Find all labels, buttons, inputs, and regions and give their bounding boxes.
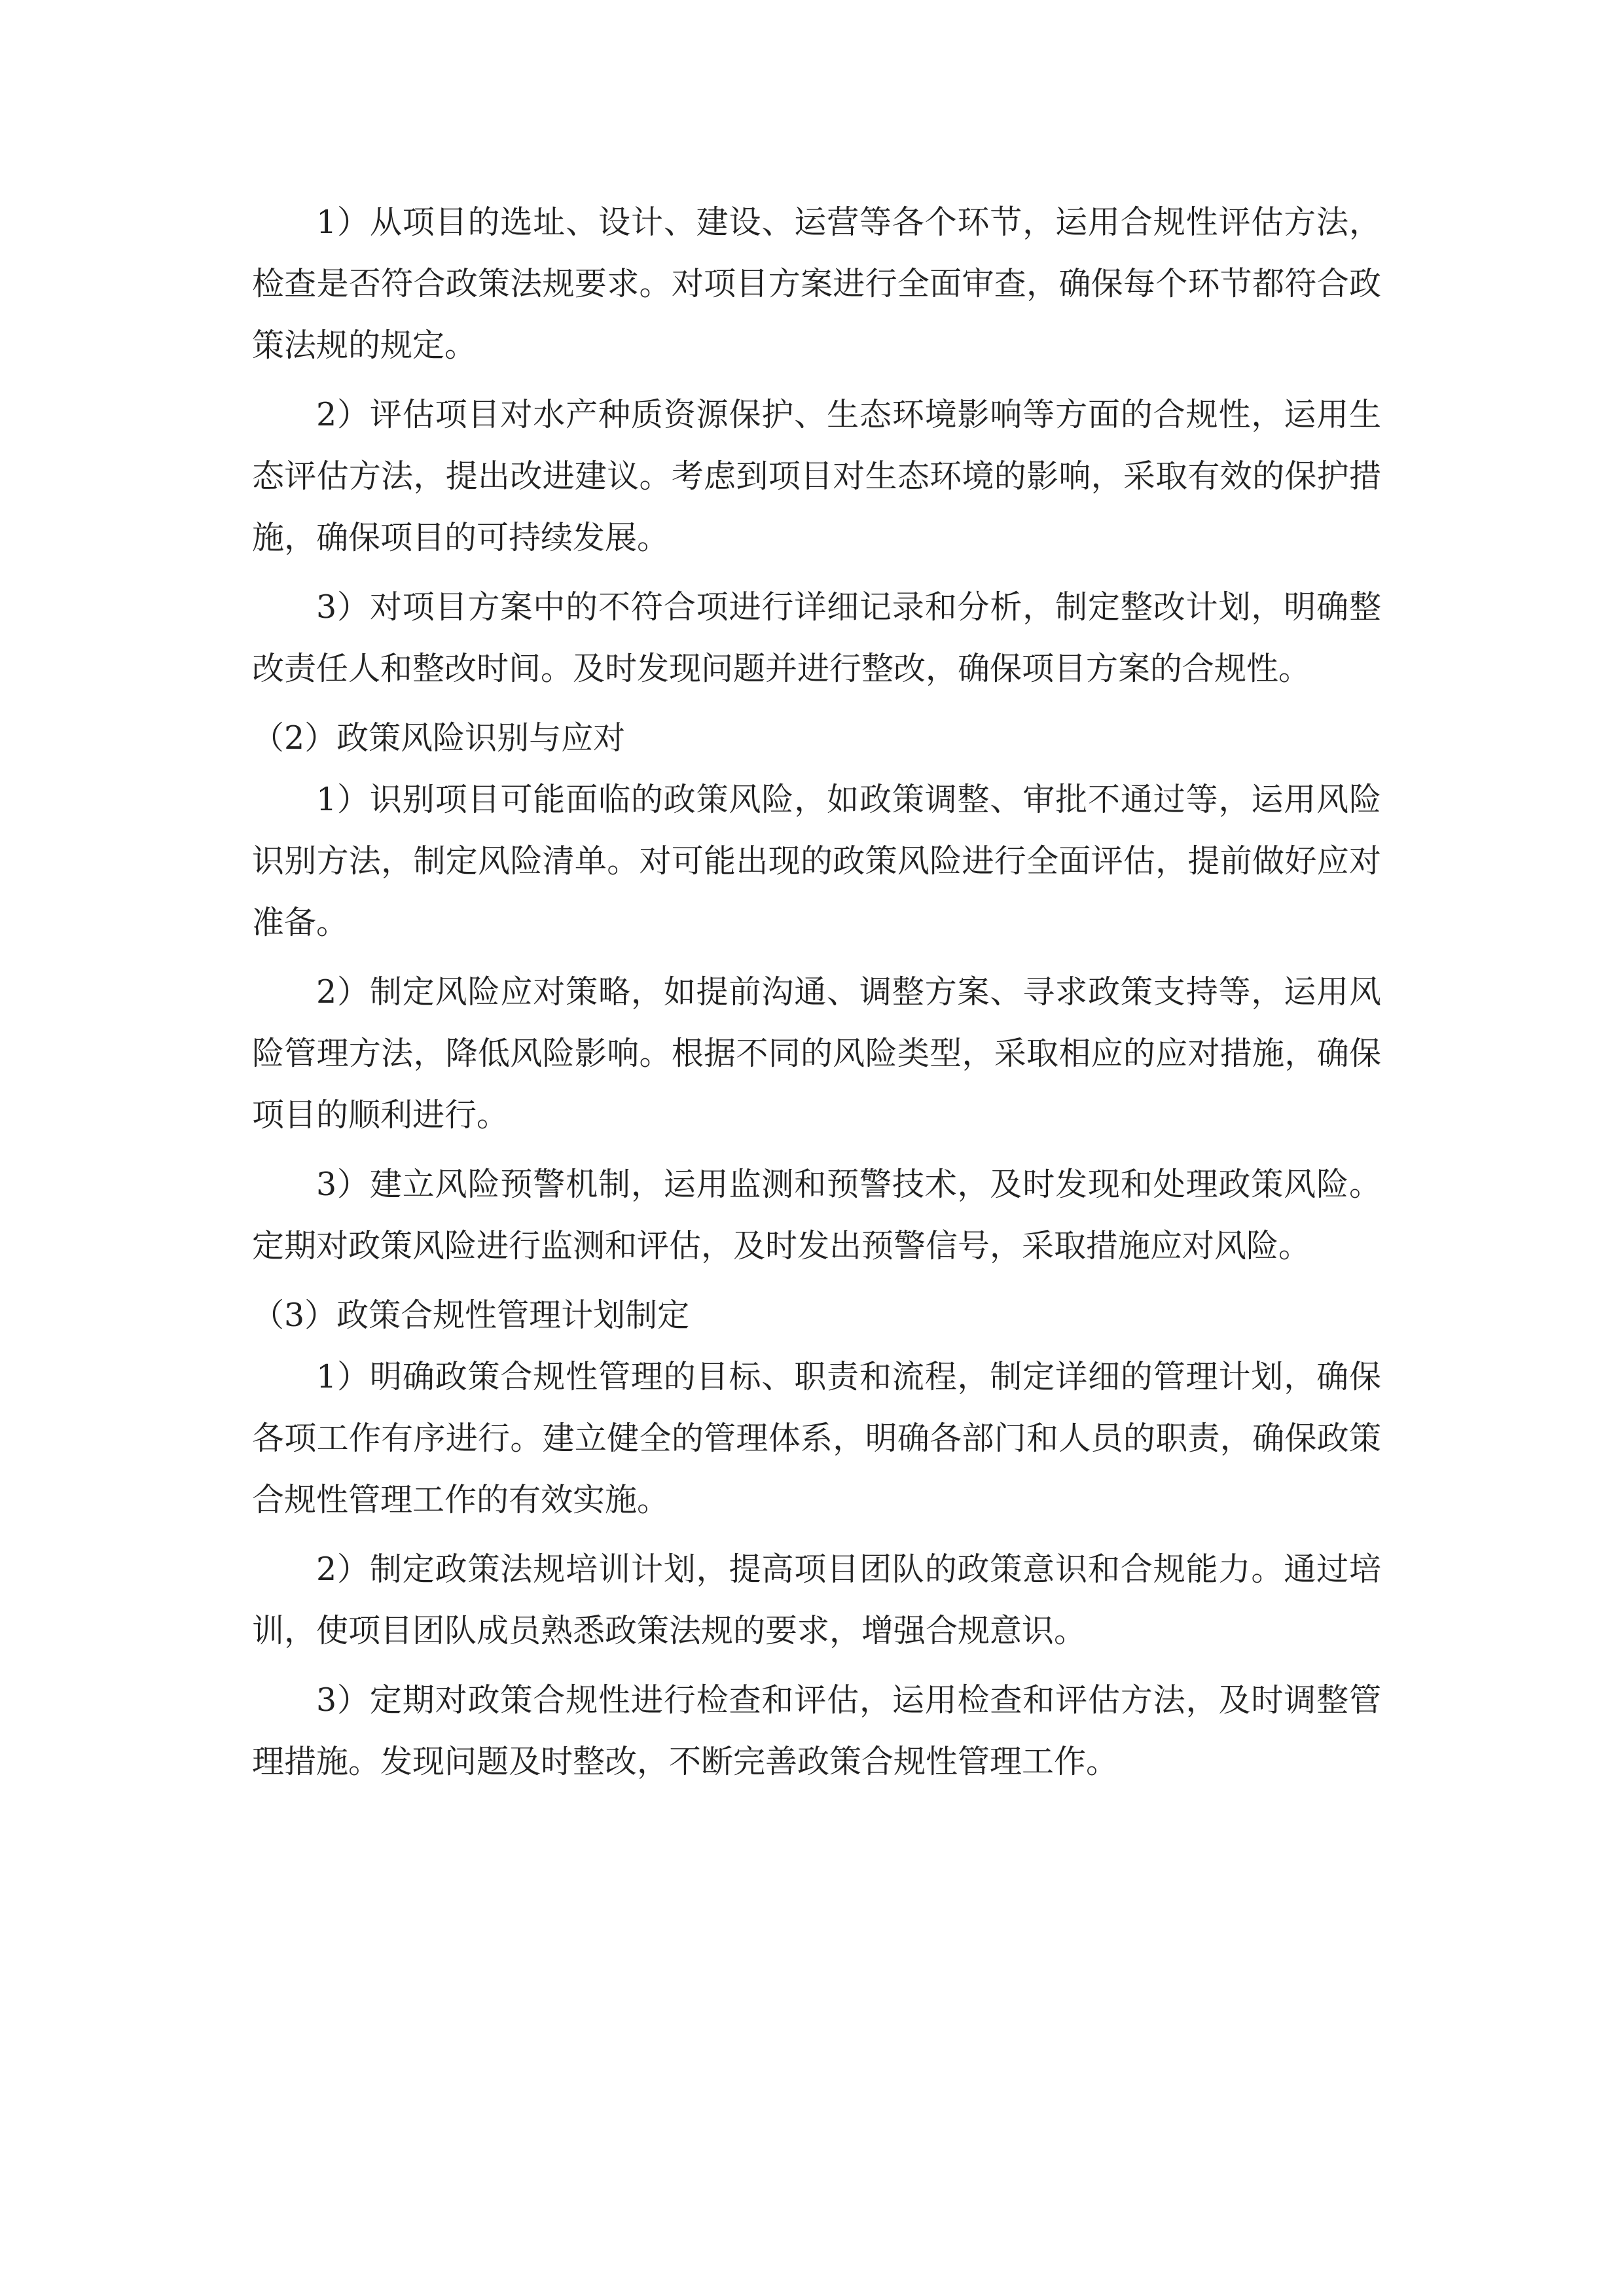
paragraph-2-2: 2）制定风险应对策略，如提前沟通、调整方案、寻求政策支持等，运用风险管理方法，降低风险影响。根据不同的风险类型，采取相应的应对措施，确保项目的顺利进行。 — [252, 973, 1381, 1134]
section-heading-3: （3）政策合规性管理计划制定 — [252, 1297, 690, 1334]
document-body — [252, 192, 1381, 1801]
paragraph-3-2: 2）制定政策法规培训计划，提高项目团队的政策意识和合规能力。通过培训，使项目团队成员熟悉政策法规的要求，增强合规意识。 — [252, 1551, 1381, 1649]
paragraph-1-2: 2）评估项目对水产种质资源保护、生态环境影响等方面的合规性，运用生态评估方法，提出改进建议。考虑到项目对生态环境的影响，采取有效的保护措施，确保项目的可持续发展。 — [252, 396, 1381, 556]
paragraph-1-1: 1）从项目的选址、设计、建设、运营等各个环节，运用合规性评估方法，检查是否符合政策法规要求。对项目方案进行全面审查，确保每个环节都符合政策法规的规定。 — [252, 204, 1381, 364]
paragraph-1-3: 3）对项目方案中的不符合项进行详细记录和分析，制定整改计划，明确整改责任人和整改时间。及时发现问题并进行整改，确保项目方案的合规性。 — [252, 588, 1381, 687]
section-heading-2: （2）政策风险识别与应对 — [252, 719, 626, 757]
paragraph-2-3: 3）建立风险预警机制，运用监测和预警技术，及时发现和处理政策风险。定期对政策风险进行监测和评估，及时发出预警信号，采取措施应对风险。 — [252, 1166, 1381, 1265]
paragraph-3-1: 1）明确政策合规性管理的目标、职责和流程，制定详细的管理计划，确保各项工作有序进行。建立健全的管理体系，明确各部门和人员的职责，确保政策合规性管理工作的有效实施。 — [252, 1358, 1381, 1518]
paragraph-2-1: 1）识别项目可能面临的政策风险，如政策调整、审批不通过等，运用风险识别方法，制定风险清单。对可能出现的政策风险进行全面评估，提前做好应对准备。 — [252, 781, 1381, 941]
paragraph-3-3: 3）定期对政策合规性进行检查和评估，运用检查和评估方法，及时调整管理措施。发现问题及时整改，不断完善政策合规性管理工作。 — [252, 1681, 1381, 1780]
